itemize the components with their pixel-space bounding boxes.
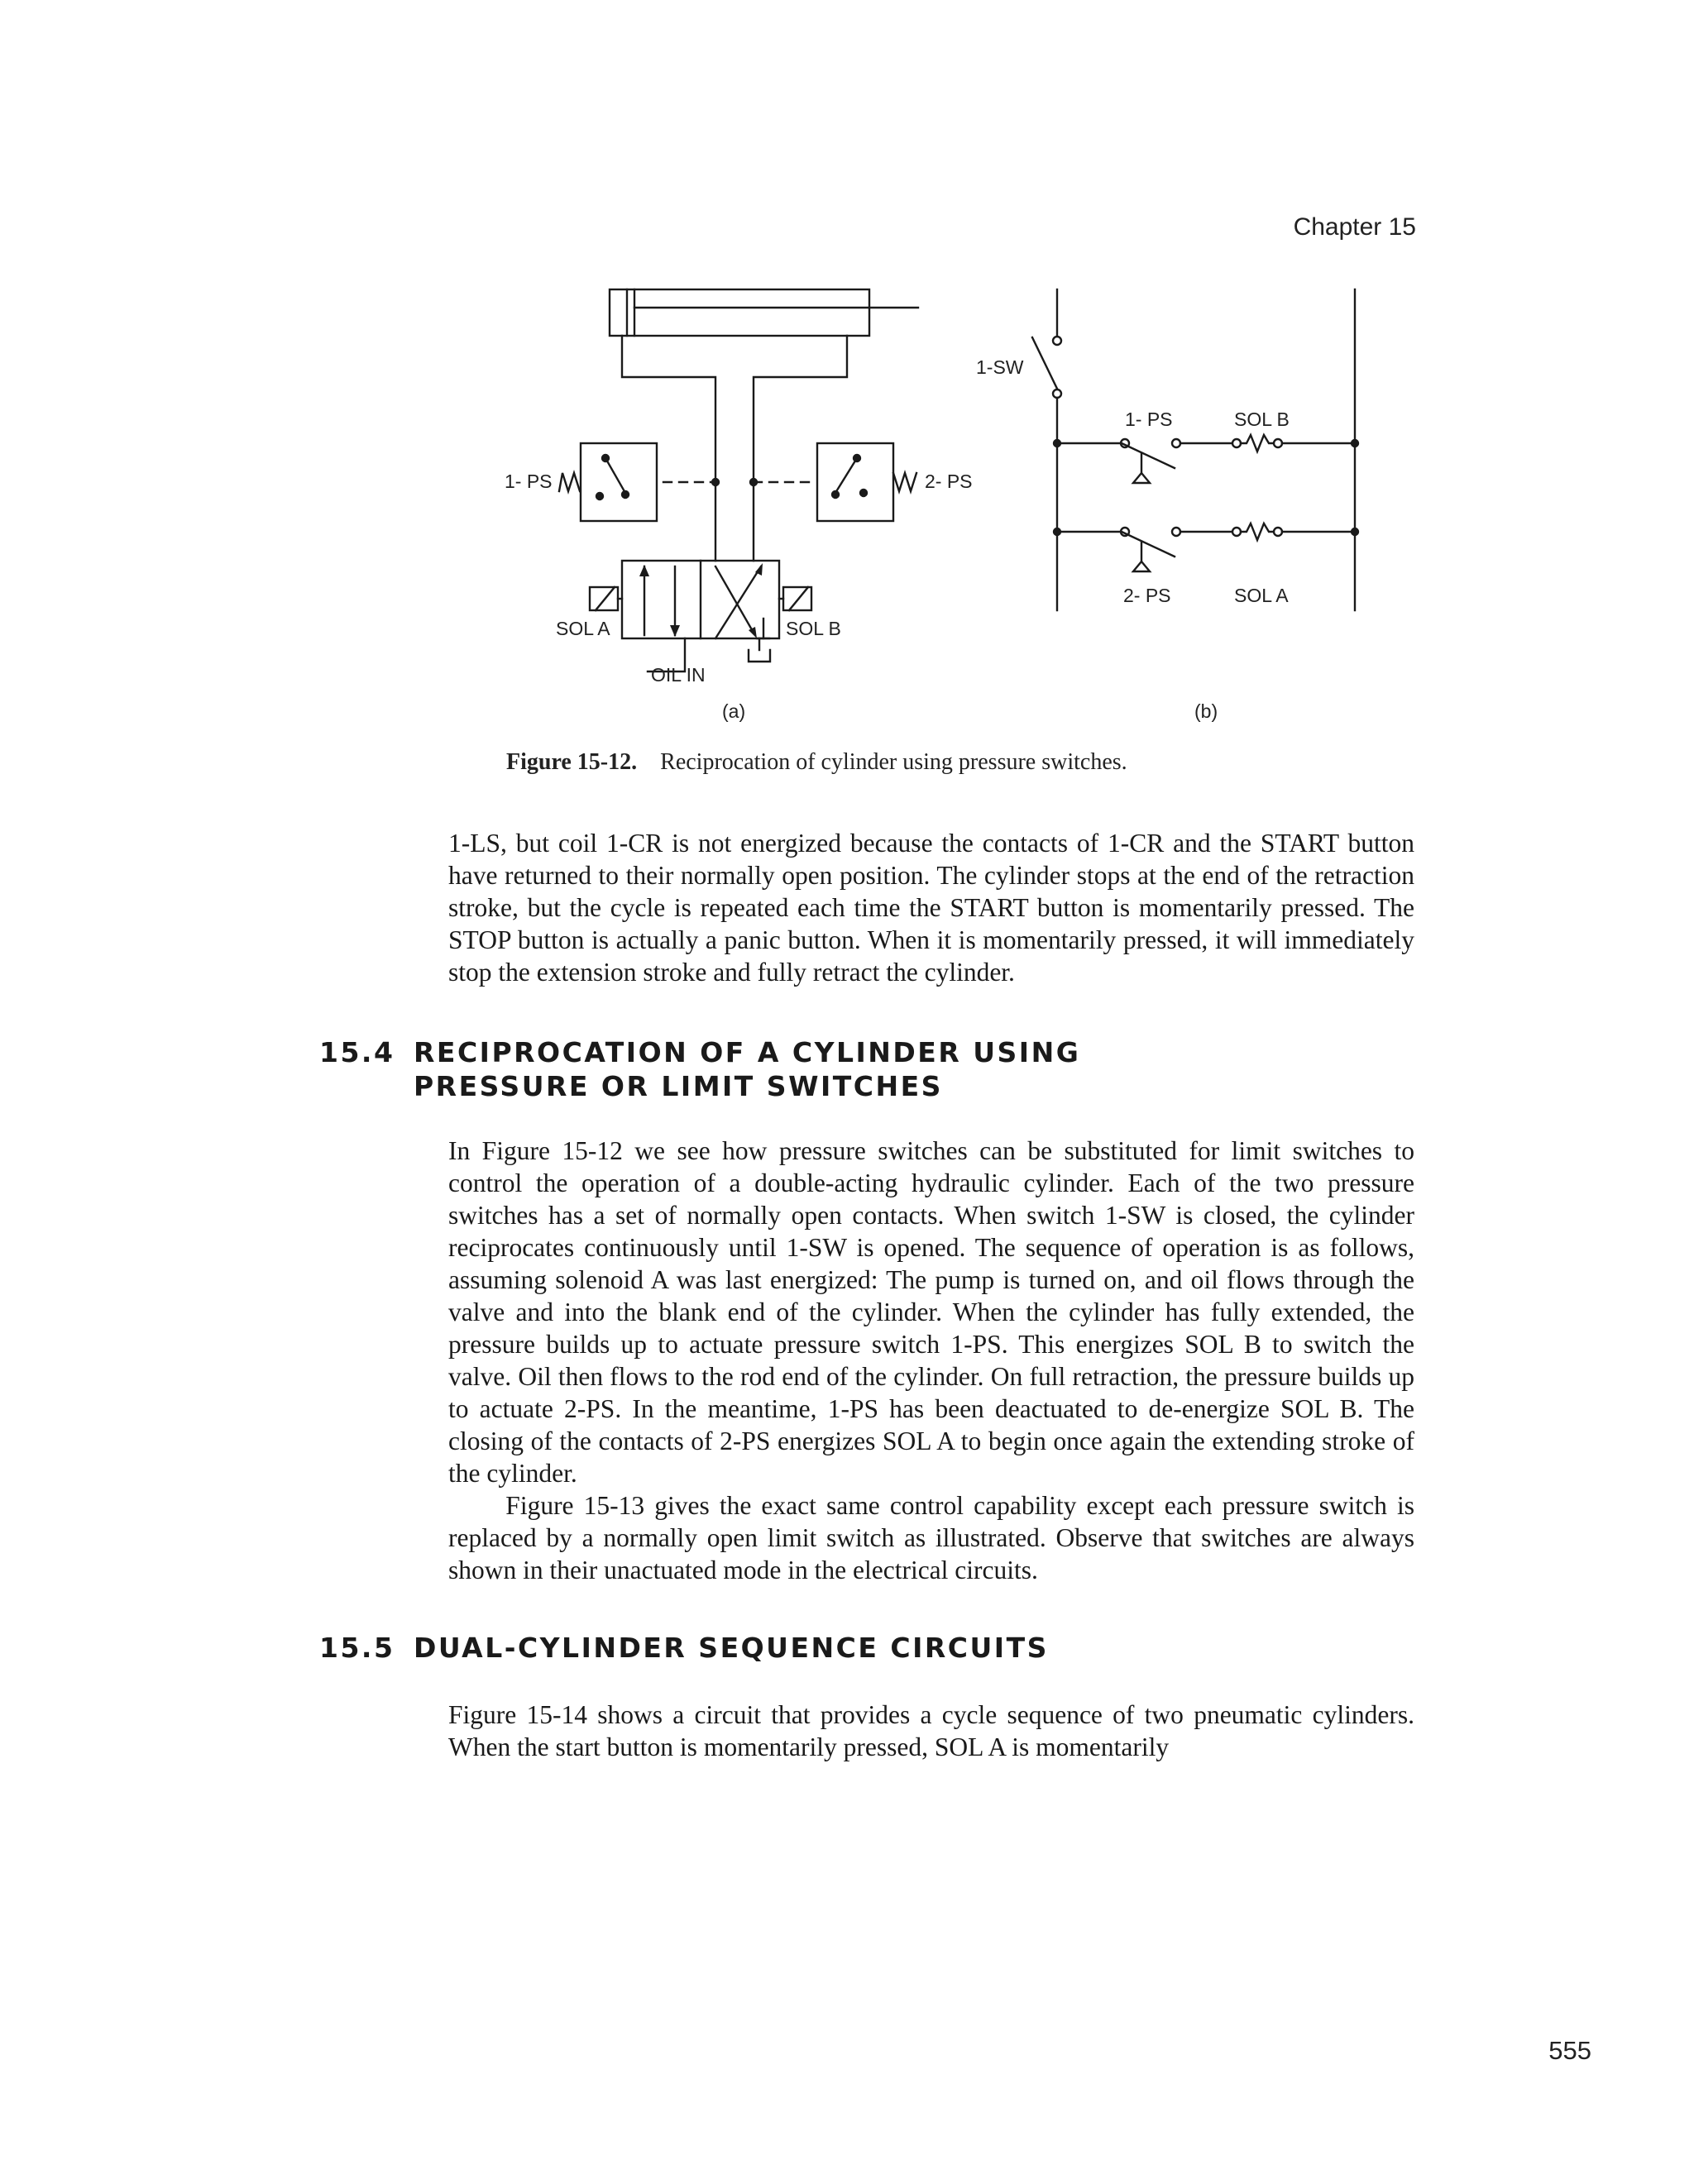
section-heading-15-4 xyxy=(319,1035,1080,1103)
section-15-5-body xyxy=(448,1699,1414,1763)
rung-2 xyxy=(1054,523,1358,571)
label-ps1: 1- PS xyxy=(505,471,553,492)
label-sol-b-coil: SOL B xyxy=(1234,409,1290,430)
electrical-ladder xyxy=(976,289,1358,722)
pressure-switch-1 xyxy=(559,443,719,521)
paragraph: Figure 15-14 shows a circuit that provides a cycle sequence of two pneumatic cylinders. When the start button is momentarily pressed, SOL A is momentarily xyxy=(448,1700,1414,1761)
cylinder-symbol xyxy=(610,289,918,336)
label-ps2: 2- PS xyxy=(925,471,973,492)
page-number: 555 xyxy=(1548,2036,1591,2065)
section-title-line2: PRESSURE OR LIMIT SWITCHES xyxy=(414,1070,943,1102)
paragraph: In Figure 15-12 we see how pressure switches can be substituted for limit switches to control the operation of a double-acting hydraulic cylinder. Each of the two pressure switches has a set of normally open contacts. When switch 1-SW is closed, the cylinder reciprocates continuously until 1-SW is opened. The sequence of operation is as follows, assuming solenoid A was last energized: The pump is turned on, and oil flows through the valve and into the blank end of the cylinder. When the cylinder has fully extended, the pressure builds up to actuate pressure switch 1-PS. This energizes SOL B to switch the valve. Oil then flows to the rod end of the cylinder. On full retraction, the pressure builds up to actuate 2-PS. In the meantime, 1-PS has been deactuated to de-energize SOL B. The closing of the contacts of 2-PS energizes SOL A to begin once again the extending stroke of the cylinder. xyxy=(448,1136,1414,1488)
pressure-switch-2 xyxy=(750,443,916,521)
label-oil-in: OIL IN xyxy=(651,664,706,686)
running-head: Chapter 15 xyxy=(1293,213,1416,241)
continuation-paragraph: 1-LS, but coil 1-CR is not energized because the contacts of 1-CR and the START button have returned to their normally open position. The cylinder stops at the end of the retraction stroke, but the cycle is repeated each time the START button is momentarily pressed. The STOP button is actually a panic button. When it is momentarily pressed, it will immediately stop the extension stroke and fully retract the cylinder. xyxy=(448,829,1414,987)
hydraulic-lines xyxy=(622,336,847,561)
section-heading-15-5 xyxy=(319,1631,1049,1665)
paragraph: Figure 15-13 gives the exact same control capability except each pressure switch is replaced by a normally open limit switch as illustrated. Observe that switches are always shown in their unactuated mode in the electrical circuits. xyxy=(448,1491,1414,1584)
label-sol-a: SOL A xyxy=(556,618,610,639)
label-1sw: 1-SW xyxy=(976,356,1024,378)
circuit-diagram xyxy=(480,281,1456,744)
switch-1sw-blade xyxy=(1032,337,1057,389)
section-title-line1: RECIPROCATION OF A CYLINDER USING xyxy=(414,1036,1081,1068)
solenoid-b-symbol xyxy=(779,587,811,610)
panel-label-a: (a) xyxy=(722,700,746,722)
hydraulic-circuit xyxy=(505,289,973,722)
figure-caption xyxy=(506,749,1127,776)
section-15-4-body xyxy=(448,1135,1414,1586)
directional-valve xyxy=(622,561,779,671)
figure-caption-text: Reciprocation of cylinder using pressure switches. xyxy=(660,749,1127,775)
figure-15-12 xyxy=(480,281,1456,744)
label-ps2-contact: 2- PS xyxy=(1123,585,1171,606)
rung-1 xyxy=(1054,435,1358,483)
label-sol-b: SOL B xyxy=(786,618,841,639)
section-number: 15.5 xyxy=(319,1632,395,1664)
label-sol-a-coil: SOL A xyxy=(1234,585,1289,606)
section-number: 15.4 xyxy=(319,1036,395,1068)
solenoid-a-symbol xyxy=(590,587,622,610)
section-title: DUAL-CYLINDER SEQUENCE CIRCUITS xyxy=(414,1632,1049,1664)
panel-label-b: (b) xyxy=(1194,700,1218,722)
figure-label: Figure 15-12. xyxy=(506,749,638,775)
continuation-text xyxy=(448,827,1414,988)
label-ps1-contact: 1- PS xyxy=(1125,409,1173,430)
